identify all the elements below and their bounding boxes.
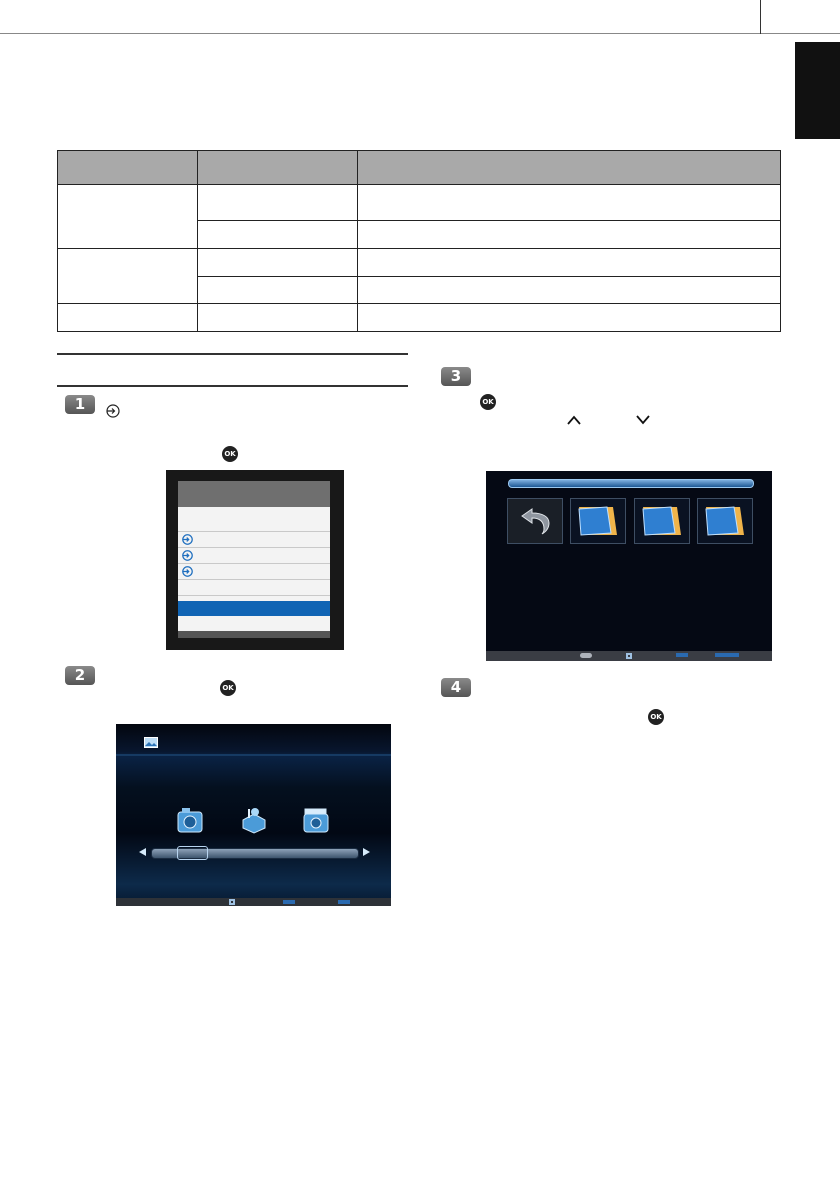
ok-button-icon: OK bbox=[480, 394, 496, 410]
folder-icon bbox=[704, 505, 746, 537]
photo-media-icon[interactable] bbox=[176, 806, 204, 834]
table-cell bbox=[358, 221, 781, 249]
arrow-left-icon[interactable] bbox=[139, 848, 147, 856]
section-rule-top bbox=[57, 353, 408, 355]
menu-item[interactable] bbox=[178, 515, 330, 532]
table-cell bbox=[198, 277, 358, 304]
spec-table bbox=[57, 150, 781, 332]
hint-button bbox=[715, 653, 739, 657]
menu-header bbox=[178, 481, 330, 507]
menu-item[interactable] bbox=[178, 616, 330, 632]
browser-title-bar bbox=[508, 479, 754, 488]
file-browser-screen bbox=[486, 471, 772, 661]
table-cell bbox=[358, 185, 781, 221]
step-2-badge: 2 bbox=[65, 666, 95, 685]
top-tick-mark bbox=[760, 0, 761, 34]
hint-button bbox=[676, 653, 688, 657]
folder-icon bbox=[577, 505, 619, 537]
down-arrow-icon bbox=[636, 415, 650, 425]
table-header-cell bbox=[358, 151, 781, 185]
navigation-key-icon bbox=[626, 653, 632, 659]
table-cell bbox=[198, 185, 358, 221]
menu-item-input[interactable] bbox=[178, 531, 330, 548]
menu-item-input[interactable] bbox=[178, 563, 330, 580]
navigation-key-icon bbox=[229, 899, 235, 905]
table-cell bbox=[58, 185, 198, 249]
ok-button-icon: OK bbox=[222, 446, 238, 462]
input-source-icon bbox=[106, 404, 120, 418]
top-rule bbox=[0, 33, 840, 34]
table-cell bbox=[358, 304, 781, 332]
table-cell bbox=[198, 249, 358, 277]
folder-icon bbox=[641, 505, 683, 537]
table-cell bbox=[198, 221, 358, 249]
table-row bbox=[58, 185, 781, 221]
section-heading bbox=[57, 358, 408, 382]
step-3-badge: 3 bbox=[441, 367, 471, 386]
menu-item-input[interactable] bbox=[178, 547, 330, 564]
table-row bbox=[58, 249, 781, 277]
table-cell bbox=[58, 249, 198, 304]
ok-button-icon: OK bbox=[648, 709, 664, 725]
table-header-cell bbox=[198, 151, 358, 185]
return-tile[interactable] bbox=[507, 498, 563, 544]
input-source-icon bbox=[182, 550, 193, 561]
input-source-screen bbox=[166, 470, 344, 650]
table-header-cell bbox=[58, 151, 198, 185]
hint-button bbox=[338, 900, 350, 904]
table-cell bbox=[198, 304, 358, 332]
table-cell bbox=[58, 304, 198, 332]
folder-tile[interactable] bbox=[570, 498, 626, 544]
hint-button bbox=[283, 900, 295, 904]
music-media-icon[interactable] bbox=[240, 806, 268, 834]
media-logo-icon bbox=[144, 737, 158, 748]
ok-button-icon: OK bbox=[220, 680, 236, 696]
up-arrow-icon bbox=[567, 415, 581, 425]
menu-item[interactable] bbox=[178, 579, 330, 596]
input-source-menu bbox=[178, 481, 330, 638]
folder-tile[interactable] bbox=[634, 498, 690, 544]
step-4-badge: 4 bbox=[441, 678, 471, 697]
screen-divider bbox=[116, 754, 391, 756]
arrow-right-icon[interactable] bbox=[362, 848, 370, 856]
table-header-row bbox=[58, 151, 781, 185]
table-cell bbox=[358, 249, 781, 277]
hint-pill bbox=[580, 653, 592, 658]
table-row bbox=[58, 304, 781, 332]
input-source-icon bbox=[182, 534, 193, 545]
media-type-screen bbox=[116, 724, 391, 906]
media-selection-cursor bbox=[177, 846, 208, 860]
section-rule-bottom bbox=[57, 385, 408, 387]
return-icon bbox=[514, 505, 554, 537]
table-cell bbox=[358, 277, 781, 304]
input-source-icon bbox=[182, 566, 193, 577]
language-tab bbox=[795, 42, 840, 139]
menu-item-selected[interactable] bbox=[178, 601, 330, 616]
movie-media-icon[interactable] bbox=[302, 806, 330, 834]
folder-tile[interactable] bbox=[697, 498, 753, 544]
step-1-badge: 1 bbox=[65, 395, 95, 414]
menu-footer bbox=[178, 631, 330, 638]
